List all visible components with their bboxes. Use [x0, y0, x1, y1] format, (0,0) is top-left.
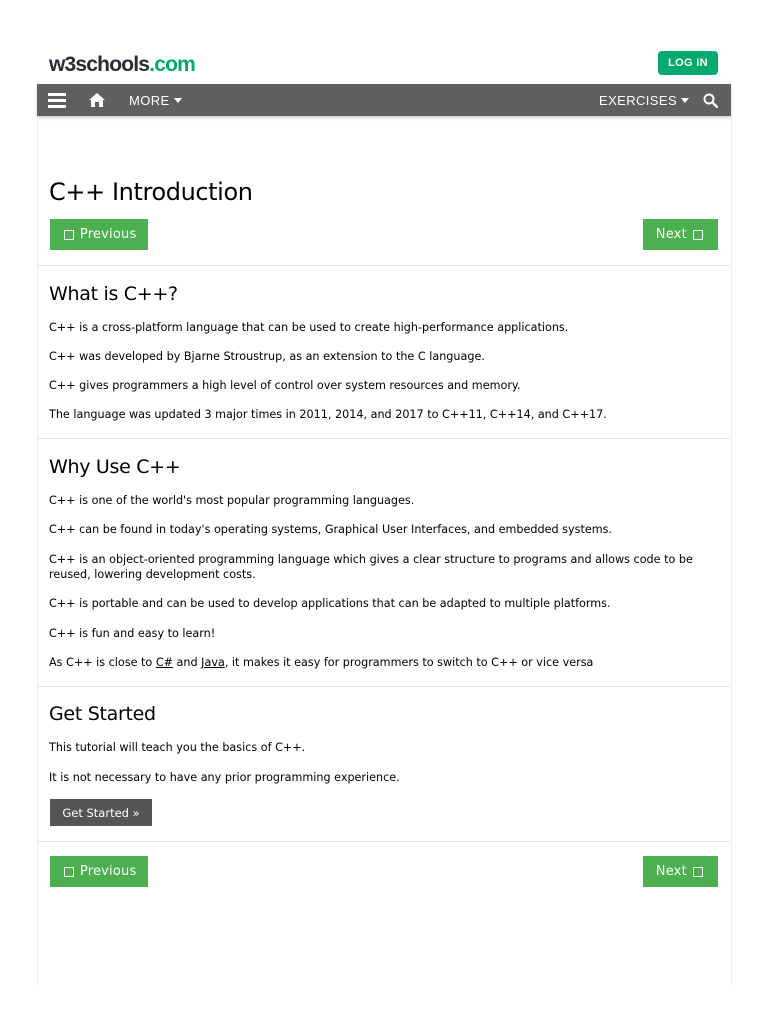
prev-square-icon: [64, 230, 74, 240]
paragraph: C++ is portable and can be used to develop applications that can be adapted to multiple platforms.: [49, 597, 611, 610]
paragraph: C++ is one of the world's most popular programming languages.: [49, 494, 415, 507]
paragraph: C++ was developed by Bjarne Stroustrup, as an extension to the C language.: [49, 350, 485, 363]
get-started-button[interactable]: Get Started »: [50, 799, 152, 826]
section-heading-get-started: Get Started: [49, 703, 156, 725]
section-heading-why: Why Use C++: [49, 456, 181, 478]
logo-com: .com: [149, 53, 196, 76]
caret-down-icon: [681, 98, 689, 103]
previous-button-bottom[interactable]: [50, 856, 148, 887]
more-menu[interactable]: [129, 84, 182, 116]
home-button[interactable]: [89, 84, 105, 116]
paragraph: C++ can be found in today's operating systems, Graphical User Interfaces, and embedded systems.: [49, 523, 612, 536]
menu-button[interactable]: [48, 84, 66, 116]
divider: [37, 438, 730, 439]
logo-w3: w3: [49, 53, 76, 76]
csharp-link[interactable]: C#: [155, 656, 173, 669]
next-button-bottom[interactable]: [643, 856, 718, 887]
text-fragment: , it makes it easy for programmers to switch to C++ or vice versa: [224, 656, 594, 669]
paragraph: C++ gives programmers a high level of control over system resources and memory.: [49, 379, 521, 392]
previous-button-top[interactable]: [50, 219, 148, 250]
text-fragment: As C++ is close to: [49, 656, 156, 669]
next-square-icon: [693, 230, 703, 240]
exercises-menu[interactable]: [599, 84, 689, 116]
java-link[interactable]: Java: [201, 656, 225, 669]
text-fragment: and: [173, 656, 202, 669]
prev-square-icon: [64, 867, 74, 877]
home-icon: [89, 93, 105, 107]
paragraph: C++ is an object-oriented programming language which gives a clear structure to programs and allows code to be reused, lowering development costs.: [49, 553, 693, 581]
next-square-icon: [693, 867, 703, 877]
caret-down-icon: [174, 98, 182, 103]
paragraph-with-links: [49, 655, 719, 670]
section-heading-what: What is C++?: [49, 283, 178, 305]
divider: [37, 265, 730, 266]
next-label: Next: [655, 864, 687, 879]
w3schools-logo[interactable]: [49, 53, 195, 77]
hamburger-icon: [48, 93, 66, 108]
paragraph: The language was updated 3 major times in 2011, 2014, and 2017 to C++11, C++14, and C++17.: [49, 408, 607, 421]
logo-schools: schools: [75, 53, 150, 76]
search-button[interactable]: [703, 84, 718, 116]
next-label: Next: [655, 227, 687, 242]
page-title: C++ Introduction: [49, 178, 253, 206]
paragraph: This tutorial will teach you the basics of C++.: [49, 741, 306, 754]
next-button-top[interactable]: [643, 219, 718, 250]
exercises-label: EXERCISES: [599, 92, 678, 108]
paragraph: C++ is a cross-platform language that can be used to create high-performance applications.: [49, 321, 569, 334]
paragraph: It is not necessary to have any prior programming experience.: [49, 771, 400, 784]
search-icon: [703, 93, 718, 108]
login-button[interactable]: LOG IN: [658, 51, 718, 75]
top-navigation: [37, 84, 731, 116]
divider: [37, 686, 730, 687]
paragraph: C++ is fun and easy to learn!: [49, 627, 216, 640]
previous-label: Previous: [79, 864, 137, 879]
more-label: MORE: [129, 92, 170, 108]
divider: [37, 841, 730, 842]
previous-label: Previous: [79, 227, 137, 242]
